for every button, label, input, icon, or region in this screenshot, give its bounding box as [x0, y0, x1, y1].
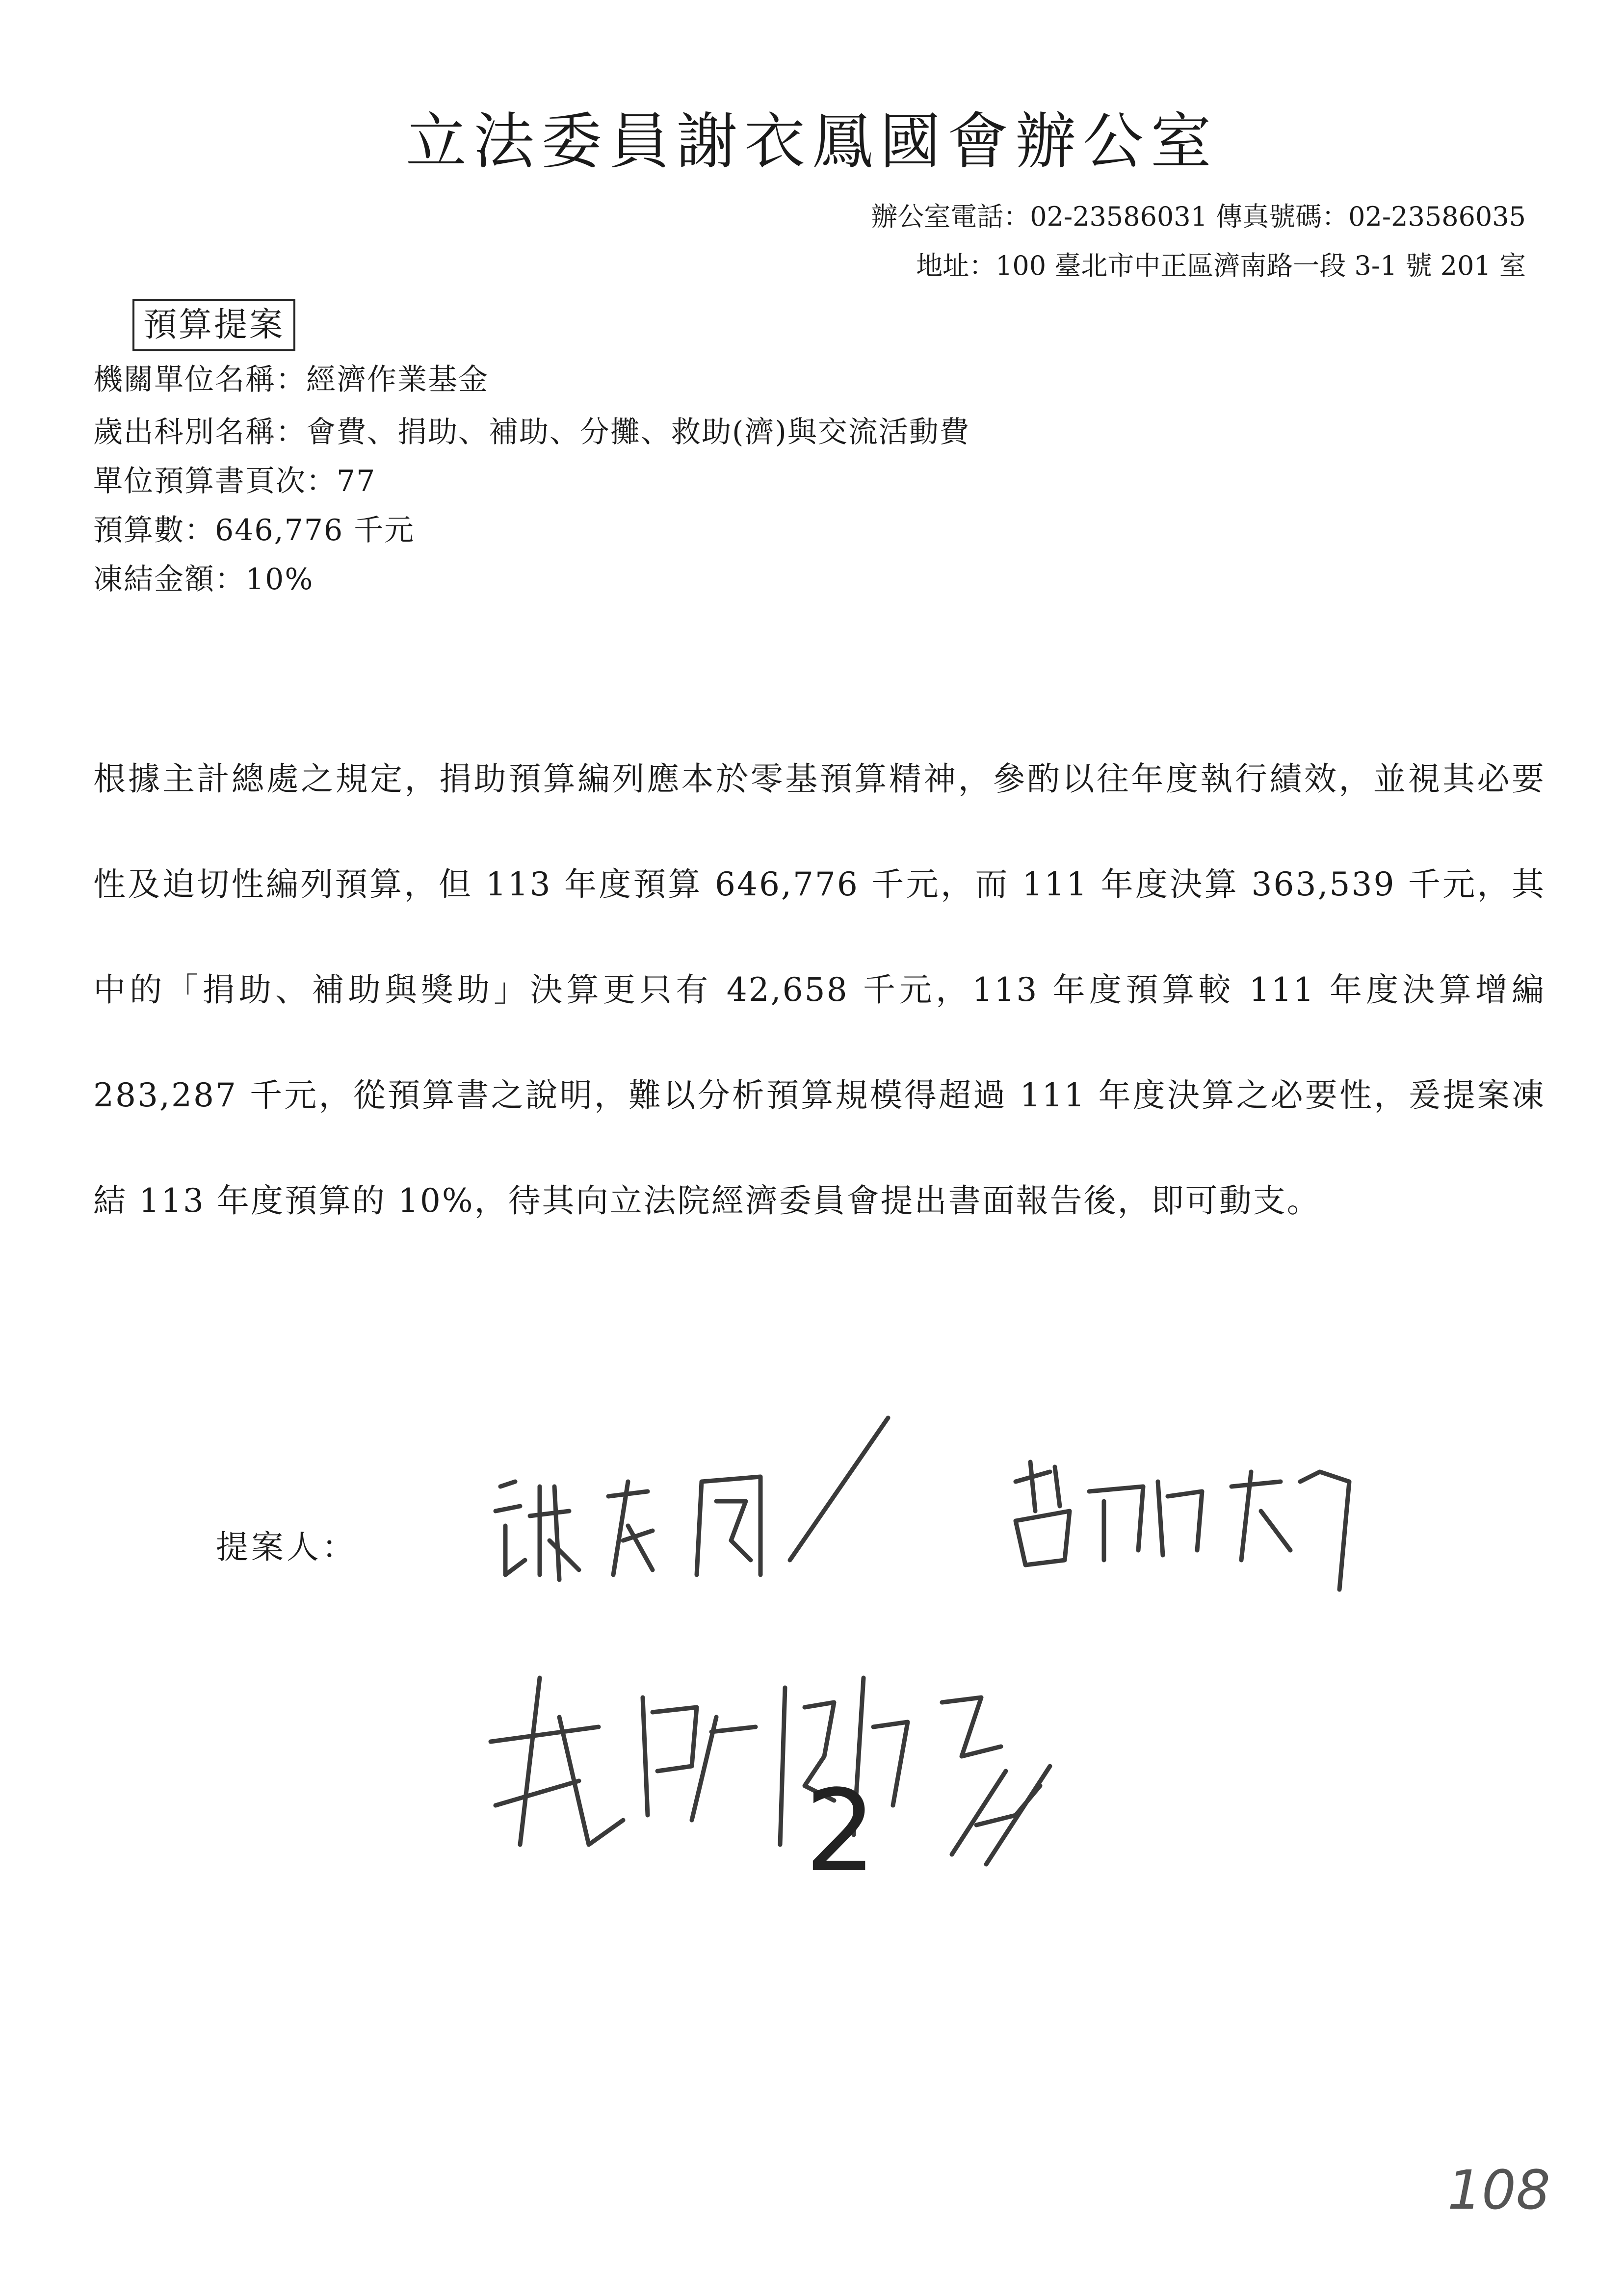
budget-page-ref: 單位預算書頁次：77 — [93, 464, 376, 498]
signature-1 — [486, 1413, 917, 1619]
frozen-amount: 凍結金額：10% — [93, 562, 314, 597]
signature-3 — [481, 1658, 1119, 1874]
budget-amount: 預算數：646,776 千元 — [93, 513, 415, 548]
phone-fax-line: 辦公室電話：02-23586031 傳真號碼：02-23586035 — [871, 201, 1526, 232]
address-line: 地址：100 臺北市中正區濟南路一段 3-1 號 201 室 — [916, 250, 1526, 281]
agency-name: 機關單位名稱：經濟作業基金 — [93, 363, 489, 397]
expenditure-item: 歲出科別名稱：會費、捐助、補助、分攤、救助(濟)與交流活動費 — [93, 415, 970, 449]
proposal-body: 根據主計總處之規定，捐助預算編列應本於零基預算精神，參酌以往年度執行績效，並視其必要性及迫切性編列預算，但 113 年度預算 646,776 千元，而 111 年度決算 363,539 千元，其中的「捐助、補助與獎助」決算更只有 42,658 千元，113 年度預算較 111 年度決算增編 283,287 千元，從預算書之說明，難以分析預算規模得超過 111 年度決算之必要性，爰提案凍結 113 年度預算的 10%，待其向立法院經濟委員會提出書面報告後，即可動支。 — [93, 760, 1545, 1220]
folio-number: 108 — [1447, 2159, 1550, 2221]
page-number: 2 — [805, 1766, 877, 1897]
office-title: 立法委員謝衣鳳國會辦公室 — [405, 106, 1218, 177]
document-type-box: 預算提案 — [132, 299, 295, 351]
proposer-label: 提案人： — [216, 1528, 357, 1566]
signature-2 — [1006, 1452, 1369, 1619]
